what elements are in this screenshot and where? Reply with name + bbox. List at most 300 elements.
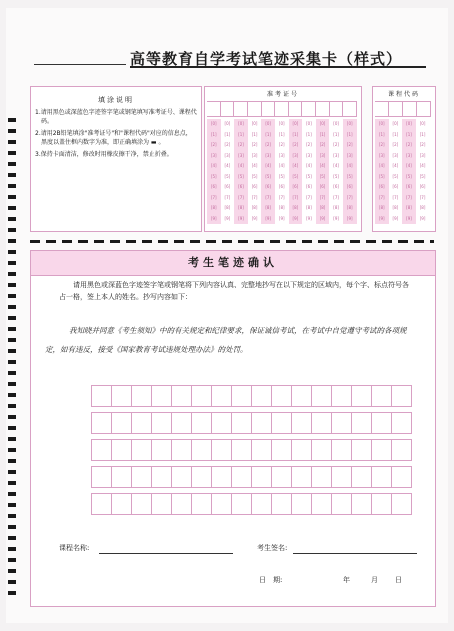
write-cell[interactable]: [271, 412, 292, 434]
digit-bubble[interactable]: [0]: [210, 121, 217, 126]
digit-bubble[interactable]: [2]: [265, 142, 271, 147]
digit-bubble[interactable]: [2]: [238, 142, 244, 147]
timing-mark: [8, 569, 16, 573]
title-underline: [130, 66, 426, 68]
digit-bubble[interactable]: [0]: [306, 121, 312, 126]
write-cell[interactable]: [251, 466, 272, 488]
digit-bubble[interactable]: [1]: [306, 131, 312, 137]
digit-bubble[interactable]: [5]: [224, 173, 231, 179]
bubble-column: [389, 119, 403, 224]
digit-bubble[interactable]: [2]: [251, 142, 258, 147]
write-cell[interactable]: [391, 439, 412, 461]
write-cell[interactable]: [271, 466, 292, 488]
write-cell[interactable]: [171, 412, 192, 434]
digit-bubble[interactable]: [9]: [419, 215, 426, 221]
handwriting-grid[interactable]: [91, 385, 411, 515]
confirm-promise: 我知晓并同意《考生须知》中的有关规定和纪律要求，保证诚信考试，在考试中自觉遵守考试的各项规定，如有违反，接受《国家教育考试违规处理办法》的处罚。: [45, 326, 407, 354]
digit-bubble[interactable]: [3]: [406, 152, 412, 158]
timing-mark: [8, 349, 16, 353]
digit-bubble[interactable]: [8]: [251, 205, 258, 210]
write-cell[interactable]: [171, 493, 192, 515]
digit-bubble[interactable]: [9]: [319, 215, 326, 221]
bubble-column: [343, 119, 357, 224]
digit-bubble[interactable]: [0]: [238, 121, 244, 126]
write-cell[interactable]: [131, 439, 152, 461]
digit-bubble[interactable]: [1]: [319, 131, 326, 137]
digit-bubble[interactable]: [0]: [406, 121, 412, 126]
digit-bubble[interactable]: [7]: [419, 194, 426, 200]
write-cell[interactable]: [251, 385, 272, 407]
digit-bubble[interactable]: [1]: [292, 131, 299, 137]
digit-bubble[interactable]: [6]: [378, 184, 385, 189]
digit-bubble[interactable]: [2]: [306, 142, 312, 147]
write-cell[interactable]: [231, 439, 252, 461]
timing-mark: [8, 162, 16, 166]
write-cell[interactable]: [371, 466, 392, 488]
date-label: 日 期:: [259, 576, 283, 584]
write-cell[interactable]: [351, 493, 372, 515]
digit-bubble[interactable]: [6]: [419, 184, 426, 189]
digit-bubble[interactable]: [1]: [378, 131, 385, 137]
digit-bubble[interactable]: [5]: [265, 173, 271, 179]
timing-mark: [8, 294, 16, 298]
instruction-item: 2.请用2B铅笔填涂"准考证号"和"课程代码"对应的信息点，黑度以盖住框内数字为准，即正确填涂为 ▬ 。: [35, 130, 192, 146]
digit-bubble[interactable]: [4]: [333, 163, 339, 168]
digit-bubble[interactable]: [0]: [419, 121, 426, 126]
timing-mark: [8, 371, 16, 375]
timing-mark: [8, 426, 16, 430]
digit-bubble[interactable]: [4]: [346, 163, 353, 168]
date-month: 月: [371, 576, 378, 584]
digit-bubble[interactable]: [2]: [346, 142, 353, 147]
write-cell[interactable]: [191, 466, 212, 488]
write-cell[interactable]: [111, 385, 132, 407]
digit-bubble[interactable]: [5]: [306, 173, 312, 179]
write-cell[interactable]: [291, 412, 312, 434]
write-cell[interactable]: [211, 466, 232, 488]
digit-bubble[interactable]: [6]: [392, 184, 399, 189]
digit-bubble[interactable]: [7]: [210, 194, 217, 200]
exam-id-write-row[interactable]: [207, 101, 357, 117]
write-cell[interactable]: [331, 466, 352, 488]
timing-mark: [8, 338, 16, 342]
digit-bubble[interactable]: [5]: [278, 173, 285, 179]
write-cell[interactable]: [331, 493, 352, 515]
digit-bubble[interactable]: [0]: [346, 121, 353, 126]
digit-bubble[interactable]: [4]: [319, 163, 326, 168]
write-cell[interactable]: [271, 493, 292, 515]
write-cell[interactable]: [91, 493, 112, 515]
digit-bubble[interactable]: [7]: [306, 194, 312, 200]
confirm-heading: 考生笔迹确认: [31, 251, 435, 276]
confirm-intro: 请用黑色或深蓝色字迹签字笔或钢笔将下列内容认真、完整地抄写在以下规定的区域内，每个字、标点符号各占一格，签上本人的姓名。抄写内容如下：: [59, 281, 409, 301]
write-cell[interactable]: [211, 385, 232, 407]
timing-mark: [8, 239, 16, 243]
write-cell[interactable]: [231, 466, 252, 488]
write-cell[interactable]: [311, 412, 332, 434]
write-cell[interactable]: [151, 412, 172, 434]
digit-bubble[interactable]: [5]: [319, 173, 326, 179]
write-cell[interactable]: [351, 439, 372, 461]
digit-bubble[interactable]: [3]: [419, 152, 426, 158]
digit-bubble[interactable]: [9]: [333, 215, 339, 221]
write-cell[interactable]: [111, 466, 132, 488]
digit-bubble[interactable]: [7]: [265, 194, 271, 200]
write-cell[interactable]: [91, 466, 112, 488]
digit-bubble[interactable]: [0]: [224, 121, 231, 126]
write-cell[interactable]: [271, 385, 292, 407]
write-cell[interactable]: [191, 439, 212, 461]
instruction-item: 3.保持卡面清洁，修改时用橡皮擦干净，禁止折叠。: [35, 151, 173, 158]
write-cell[interactable]: [211, 412, 232, 434]
digit-bubble[interactable]: [9]: [238, 215, 244, 221]
digit-bubble[interactable]: [8]: [333, 205, 339, 210]
digit-bubble[interactable]: [9]: [378, 215, 385, 221]
digit-bubble[interactable]: [0]: [292, 121, 299, 126]
write-cell[interactable]: [311, 466, 332, 488]
digit-bubble[interactable]: [3]: [265, 152, 271, 158]
digit-bubble[interactable]: [6]: [406, 184, 412, 189]
timing-mark: [8, 118, 16, 122]
write-cell[interactable]: [111, 493, 132, 515]
digit-bubble[interactable]: [3]: [224, 152, 231, 158]
digit-bubble[interactable]: [8]: [406, 205, 412, 210]
digit-bubble[interactable]: [3]: [292, 152, 299, 158]
digit-bubble[interactable]: [7]: [238, 194, 244, 200]
timing-mark: [8, 151, 16, 155]
write-cell[interactable]: [151, 493, 172, 515]
digit-bubble[interactable]: [7]: [278, 194, 285, 200]
digit-bubble[interactable]: [5]: [251, 173, 258, 179]
digit-bubble[interactable]: [8]: [265, 205, 271, 210]
digit-bubble[interactable]: [0]: [378, 121, 385, 126]
digit-bubble[interactable]: [6]: [346, 184, 353, 189]
digit-bubble[interactable]: [0]: [333, 121, 339, 126]
write-cell[interactable]: [271, 439, 292, 461]
timing-mark: [8, 206, 16, 210]
timing-mark: [8, 591, 16, 595]
bubble-column: [289, 119, 303, 224]
timing-mark: [8, 173, 16, 177]
digit-bubble[interactable]: [6]: [292, 184, 299, 189]
bubble-column: [375, 119, 389, 224]
digit-bubble[interactable]: [9]: [210, 215, 217, 221]
course-name-field[interactable]: [99, 553, 233, 554]
digit-bubble[interactable]: [3]: [346, 152, 353, 158]
write-cell[interactable]: [171, 439, 192, 461]
course-code-write-row[interactable]: [375, 101, 431, 117]
digit-bubble[interactable]: [4]: [392, 163, 399, 168]
digit-bubble[interactable]: [5]: [392, 173, 399, 179]
write-cell[interactable]: [151, 385, 172, 407]
date-day: 日: [395, 576, 402, 584]
timing-mark: [8, 492, 16, 496]
bubble-column: [207, 119, 221, 224]
write-cell[interactable]: [211, 439, 232, 461]
digit-bubble[interactable]: [5]: [346, 173, 353, 179]
digit-bubble[interactable]: [1]: [265, 131, 271, 137]
digit-bubble[interactable]: [3]: [392, 152, 399, 158]
write-cell[interactable]: [131, 493, 152, 515]
write-cell[interactable]: [331, 385, 352, 407]
digit-bubble[interactable]: [0]: [278, 121, 285, 126]
digit-bubble[interactable]: [8]: [210, 205, 217, 210]
digit-bubble[interactable]: [7]: [346, 194, 353, 200]
write-cell[interactable]: [231, 385, 252, 407]
digit-bubble[interactable]: [8]: [306, 205, 312, 210]
digit-bubble[interactable]: [3]: [306, 152, 312, 158]
write-cell[interactable]: [391, 412, 412, 434]
write-cell[interactable]: [291, 385, 312, 407]
digit-bubble[interactable]: [9]: [392, 215, 399, 221]
timing-mark: [8, 481, 16, 485]
digit-bubble[interactable]: [4]: [224, 163, 231, 168]
digit-bubble[interactable]: [7]: [292, 194, 299, 200]
digit-bubble[interactable]: [5]: [378, 173, 385, 179]
digit-bubble[interactable]: [6]: [251, 184, 258, 189]
digit-bubble[interactable]: [8]: [346, 205, 353, 210]
write-cell[interactable]: [171, 385, 192, 407]
digit-bubble[interactable]: [8]: [238, 205, 244, 210]
write-cell[interactable]: [351, 385, 372, 407]
digit-bubble[interactable]: [8]: [392, 205, 399, 210]
digit-bubble[interactable]: [9]: [292, 215, 299, 221]
digit-bubble[interactable]: [1]: [333, 131, 339, 137]
digit-bubble[interactable]: [1]: [210, 131, 217, 137]
digit-bubble[interactable]: [9]: [251, 215, 258, 221]
digit-bubble[interactable]: [8]: [378, 205, 385, 210]
digit-bubble[interactable]: [1]: [346, 131, 353, 137]
write-cell[interactable]: [371, 439, 392, 461]
digit-bubble[interactable]: [6]: [319, 184, 326, 189]
write-cell[interactable]: [251, 493, 272, 515]
write-cell[interactable]: [131, 412, 152, 434]
timing-mark: [8, 525, 16, 529]
bubble-column: [416, 119, 430, 224]
digit-bubble[interactable]: [2]: [292, 142, 299, 147]
digit-bubble[interactable]: [4]: [251, 163, 258, 168]
timing-mark: [8, 261, 16, 265]
bubble-column: [261, 119, 275, 224]
write-cell[interactable]: [211, 493, 232, 515]
digit-bubble[interactable]: [4]: [278, 163, 285, 168]
exam-id-box: [204, 86, 362, 232]
digit-bubble[interactable]: [7]: [251, 194, 258, 200]
digit-bubble[interactable]: [6]: [265, 184, 271, 189]
write-cell[interactable]: [131, 385, 152, 407]
digit-bubble[interactable]: [5]: [333, 173, 339, 179]
timing-mark: [8, 217, 16, 221]
timing-mark: [8, 404, 16, 408]
signature-label: 考生签名:: [257, 544, 288, 552]
timing-mark: [8, 503, 16, 507]
timing-mark: [8, 184, 16, 188]
digit-bubble[interactable]: [4]: [292, 163, 299, 168]
digit-bubble[interactable]: [6]: [210, 184, 217, 189]
digit-bubble[interactable]: [9]: [406, 215, 412, 221]
write-cell[interactable]: [351, 412, 372, 434]
digit-bubble[interactable]: [2]: [224, 142, 231, 147]
digit-bubble[interactable]: [0]: [251, 121, 258, 126]
write-cell[interactable]: [251, 439, 272, 461]
digit-bubble[interactable]: [8]: [278, 205, 285, 210]
digit-bubble[interactable]: [2]: [392, 142, 399, 147]
digit-bubble[interactable]: [9]: [278, 215, 285, 221]
digit-bubble[interactable]: [4]: [210, 163, 217, 168]
digit-bubble[interactable]: [7]: [392, 194, 399, 200]
digit-bubble[interactable]: [6]: [306, 184, 312, 189]
timing-mark: [8, 470, 16, 474]
write-cell[interactable]: [391, 466, 412, 488]
write-cell[interactable]: [191, 385, 212, 407]
bubble-column: [248, 119, 262, 224]
digit-bubble[interactable]: [4]: [378, 163, 385, 168]
write-cell[interactable]: [231, 412, 252, 434]
digit-bubble[interactable]: [9]: [346, 215, 353, 221]
digit-bubble[interactable]: [3]: [333, 152, 339, 158]
timing-mark: [8, 437, 16, 441]
digit-bubble[interactable]: [3]: [278, 152, 285, 158]
timing-mark: [8, 305, 16, 309]
digit-bubble[interactable]: [3]: [378, 152, 385, 158]
write-cell[interactable]: [91, 439, 112, 461]
write-cell[interactable]: [331, 412, 352, 434]
digit-bubble[interactable]: [1]: [406, 131, 412, 137]
write-cell[interactable]: [371, 493, 392, 515]
write-cell[interactable]: [291, 439, 312, 461]
write-cell[interactable]: [331, 439, 352, 461]
digit-bubble[interactable]: [1]: [224, 131, 231, 137]
digit-bubble[interactable]: [2]: [319, 142, 326, 147]
digit-bubble[interactable]: [7]: [378, 194, 385, 200]
instruction-item: 1.请用黑色或深蓝色字迹签字笔或钢笔填写准考证号、课程代码。: [35, 109, 197, 125]
digit-bubble[interactable]: [2]: [378, 142, 385, 147]
digit-bubble[interactable]: [3]: [319, 152, 326, 158]
digit-bubble[interactable]: [5]: [419, 173, 426, 179]
digit-bubble[interactable]: [5]: [238, 173, 244, 179]
digit-bubble[interactable]: [2]: [419, 142, 426, 147]
write-cell[interactable]: [391, 493, 412, 515]
write-cell[interactable]: [191, 493, 212, 515]
digit-bubble[interactable]: [2]: [333, 142, 339, 147]
digit-bubble[interactable]: [1]: [392, 131, 399, 137]
write-cell[interactable]: [391, 385, 412, 407]
page-title: 高等教育自学考试笔迹采集卡（样式）: [130, 50, 403, 68]
digit-bubble[interactable]: [3]: [251, 152, 258, 158]
write-cell[interactable]: [371, 385, 392, 407]
digit-bubble[interactable]: [6]: [224, 184, 231, 189]
digit-bubble[interactable]: [0]: [392, 121, 399, 126]
write-cell[interactable]: [311, 439, 332, 461]
write-cell[interactable]: [171, 466, 192, 488]
digit-bubble[interactable]: [6]: [238, 184, 244, 189]
write-cell[interactable]: [231, 493, 252, 515]
digit-bubble[interactable]: [2]: [278, 142, 285, 147]
write-cell[interactable]: [311, 385, 332, 407]
write-cell[interactable]: [91, 412, 112, 434]
timing-mark: [8, 558, 16, 562]
exam-id-bubbles[interactable]: [207, 119, 357, 224]
digit-bubble[interactable]: [6]: [333, 184, 339, 189]
write-cell[interactable]: [131, 466, 152, 488]
digit-bubble[interactable]: [5]: [210, 173, 217, 179]
bubble-column: [221, 119, 235, 224]
digit-bubble[interactable]: [3]: [238, 152, 244, 158]
bubble-column: [329, 119, 343, 224]
digit-bubble[interactable]: [4]: [238, 163, 244, 168]
write-cell[interactable]: [291, 466, 312, 488]
digit-bubble[interactable]: [1]: [278, 131, 285, 137]
write-cell[interactable]: [371, 412, 392, 434]
course-code-bubbles[interactable]: [375, 119, 429, 224]
timing-mark: [8, 459, 16, 463]
course-name-label: 课程名称:: [59, 544, 90, 552]
write-cell[interactable]: [111, 412, 132, 434]
digit-bubble[interactable]: [7]: [333, 194, 339, 200]
timing-mark: [8, 316, 16, 320]
timing-mark: [8, 327, 16, 331]
digit-bubble[interactable]: [7]: [224, 194, 231, 200]
write-cell[interactable]: [151, 466, 172, 488]
digit-bubble[interactable]: [9]: [224, 215, 231, 221]
digit-bubble[interactable]: [7]: [319, 194, 326, 200]
digit-bubble[interactable]: [8]: [419, 205, 426, 210]
timing-mark: [8, 415, 16, 419]
digit-bubble[interactable]: [8]: [224, 205, 231, 210]
digit-bubble[interactable]: [4]: [306, 163, 312, 168]
bubble-column: [402, 119, 416, 224]
digit-bubble[interactable]: [0]: [265, 121, 271, 126]
digit-bubble[interactable]: [1]: [238, 131, 244, 137]
digit-bubble[interactable]: [7]: [406, 194, 412, 200]
timing-marks: [8, 118, 16, 602]
digit-bubble[interactable]: [3]: [210, 152, 217, 158]
signature-field[interactable]: [293, 553, 417, 554]
write-cell[interactable]: [111, 439, 132, 461]
top-left-rule: [34, 64, 126, 65]
digit-bubble[interactable]: [1]: [251, 131, 258, 137]
timing-mark: [8, 272, 16, 276]
write-cell[interactable]: [191, 412, 212, 434]
write-cell[interactable]: [291, 493, 312, 515]
instructions-box: [30, 86, 202, 232]
digit-bubble[interactable]: [0]: [319, 121, 326, 126]
exam-id-label: 准考证号: [266, 91, 299, 98]
digit-bubble[interactable]: [4]: [419, 163, 426, 168]
digit-bubble[interactable]: [8]: [319, 205, 326, 210]
digit-bubble[interactable]: [9]: [265, 215, 271, 221]
handwriting-confirm-section: [30, 250, 436, 607]
write-cell[interactable]: [311, 493, 332, 515]
bubble-column: [275, 119, 289, 224]
digit-bubble[interactable]: [4]: [406, 163, 412, 168]
digit-bubble[interactable]: [2]: [210, 142, 217, 147]
digit-bubble[interactable]: [4]: [265, 163, 271, 168]
write-cell[interactable]: [91, 385, 112, 407]
digit-bubble[interactable]: [1]: [419, 131, 426, 137]
write-cell[interactable]: [151, 439, 172, 461]
timing-mark: [8, 250, 16, 254]
digit-bubble[interactable]: [9]: [306, 215, 312, 221]
digit-bubble[interactable]: [5]: [406, 173, 412, 179]
write-cell[interactable]: [351, 466, 372, 488]
timing-mark: [8, 547, 16, 551]
write-cell[interactable]: [251, 412, 272, 434]
digit-bubble[interactable]: [6]: [278, 184, 285, 189]
digit-bubble[interactable]: [5]: [292, 173, 299, 179]
digit-bubble[interactable]: [2]: [406, 142, 412, 147]
digit-bubble[interactable]: [8]: [292, 205, 299, 210]
